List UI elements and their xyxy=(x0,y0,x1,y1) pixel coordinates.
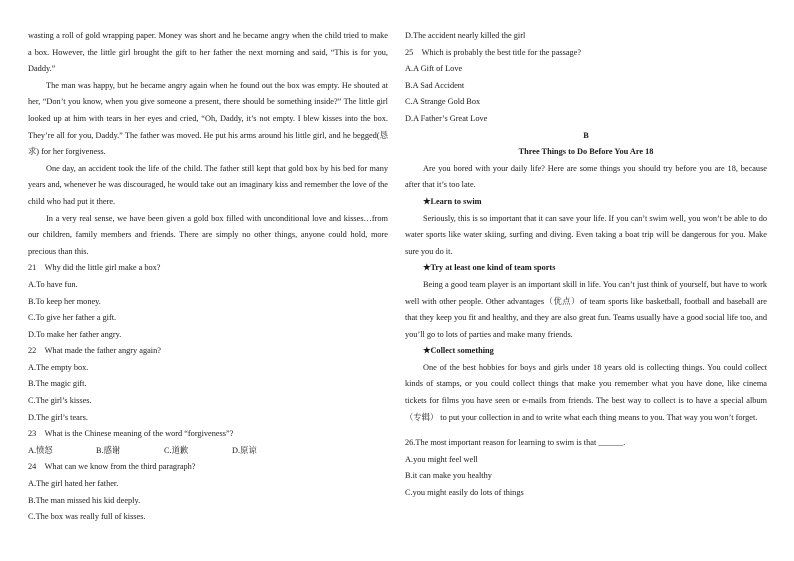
answer-option: A.you might feel well xyxy=(405,454,478,464)
left-column xyxy=(28,28,388,526)
section-heading: ★Learn to swim xyxy=(423,196,482,206)
passage-title: Three Things to Do Before You Are 18 xyxy=(518,147,654,157)
passage-paragraph: One day, an accident took the life of the child. The father still kept that gold box by his bed for many years and, whenever he was discouraged, he would take out an imaginary kiss and remember the love of the child who had put it there. xyxy=(28,163,388,206)
question-stem: 23 What is the Chinese meaning of the word “forgiveness”? xyxy=(28,429,234,439)
answer-option: B.The magic gift. xyxy=(28,379,87,389)
question-stem: 24 What can we know from the third paragraph? xyxy=(28,462,196,472)
answer-option: A.To have fun. xyxy=(28,279,78,289)
answer-option: C.道歉 xyxy=(164,445,189,455)
section-letter: B xyxy=(583,130,589,140)
answer-option: B.感谢 xyxy=(96,445,121,455)
answer-option: C.you might easily do lots of things xyxy=(405,488,524,498)
passage-paragraph: One of the best hobbies for boys and girls under 18 years old is collecting things. You could collect kinds of stamps, or you could collect things that make you remember what you have done, like cinema tickets for films you have seen or e-mails from friends. The best way to collect is to have a special album（专辑） to put your collection in and to write what each thing means to you. That way you won’t forget. xyxy=(405,362,767,422)
question-stem: 26.The most important reason for learning to swim is that ______. xyxy=(405,438,626,448)
answer-option: B.it can make you healthy xyxy=(405,471,492,481)
answer-option: B.A Sad Accident xyxy=(405,80,465,90)
answer-option: C.The box was really full of kisses. xyxy=(28,512,146,522)
answer-option: D.The accident nearly killed the girl xyxy=(405,31,526,40)
answer-option: A.The empty box. xyxy=(28,362,89,372)
answer-option: C.A Strange Gold Box xyxy=(405,97,481,107)
answer-option: B.To keep her money. xyxy=(28,296,101,306)
question-25 xyxy=(405,45,767,128)
answer-option: D.A Father’s Great Love xyxy=(405,113,488,123)
question-26 xyxy=(405,435,767,501)
answer-option: D.The girl’s tears. xyxy=(28,412,88,422)
answer-option: D.To make her father angry. xyxy=(28,329,122,339)
question-22 xyxy=(28,343,388,426)
question-24 xyxy=(28,459,388,525)
passage-intro: Are you bored with your daily life? Here are some things you should try before you are 18, because after that it’s too late. xyxy=(405,163,767,190)
answer-option: A.愤怒 xyxy=(28,445,53,455)
answer-option: A.A Gift of Love xyxy=(405,64,463,74)
answer-option: B.The man missed his kid deeply. xyxy=(28,495,141,505)
question-stem: 22 What made the father angry again? xyxy=(28,346,161,356)
section-heading: ★Try at least one kind of team sports xyxy=(423,263,556,273)
section-heading: ★Collect something xyxy=(423,346,494,356)
passage-paragraph: Seriously, this is so important that it can save your life. If you can’t swim well, you won’t be able to do water sports like water skiing, surfing and diving. Even taking a boat trip will be dangerous for you. Make sure you do it. xyxy=(405,213,767,256)
question-stem: 25 Which is probably the best title for the passage? xyxy=(405,47,582,57)
question-stem: 21 Why did the little girl make a box? xyxy=(28,263,161,273)
passage-paragraph: The man was happy, but he became angry again when he found out the box was empty. He shouted at her, “Don’t you know, when you give someone a present, there should be something inside?” The little girl looked up at him with tears in her eyes and cried, “Oh, Daddy, it’s not empty. I blew kisses into the box. They’re all for you, Daddy.” The father was moved. He put his arms around his little girl, and he begged(恳求) for her forgiveness. xyxy=(28,80,388,157)
answer-option: D.原谅 xyxy=(232,445,257,455)
answer-option: C.To give her father a gift. xyxy=(28,313,117,323)
answer-options-row xyxy=(28,443,388,460)
right-column xyxy=(405,28,767,502)
passage-paragraph: Being a good team player is an important skill in life. You can’t just think of yourself, but have to work well with other people. Other advantages（优点）of team sports like basketball, football and baseball are that they keep you fit and healthy, and they are also great fun. Teams usually have a good social life too, and you’ll go to lots of parties and make many friends. xyxy=(405,279,767,339)
spacer xyxy=(405,426,767,435)
passage-paragraph: In a very real sense, we have been given a gold box filled with unconditional love and kisses…from our children, family members and friends. There are simply no other things, anyone could hold, more precious than this. xyxy=(28,213,388,256)
answer-option: A.The girl hated her father. xyxy=(28,479,119,489)
passage-paragraph: wasting a roll of gold wrapping paper. Money was short and he became angry when the child tried to make a box. However, the little girl brought the gift to her father the next morning and said, “This is for you, Daddy.” xyxy=(28,31,388,74)
question-21 xyxy=(28,260,388,343)
answer-option: C.The girl’s kisses. xyxy=(28,396,92,406)
question-23 xyxy=(28,426,388,459)
